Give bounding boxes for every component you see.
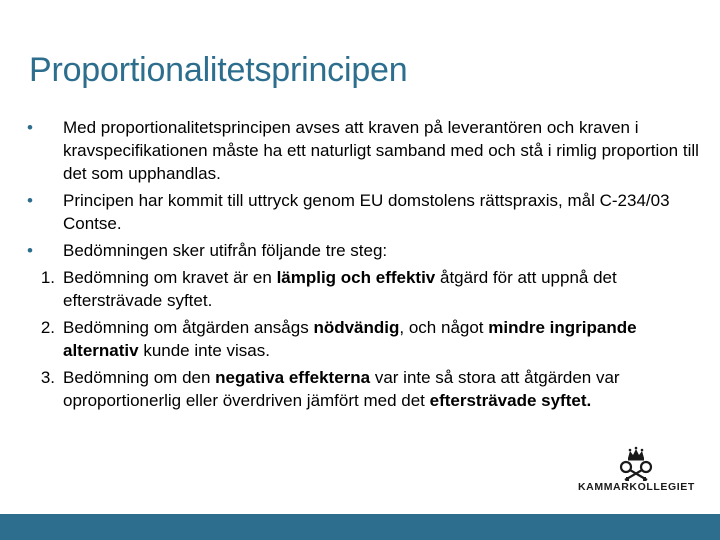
bold-text: negativa effekterna: [215, 368, 371, 387]
bullet-marker: •: [27, 118, 33, 137]
bullet-marker: •: [27, 191, 33, 210]
text-run: Bedömning om den: [63, 368, 216, 387]
bullet-marker: •: [27, 241, 33, 260]
text-run: , och något: [399, 318, 489, 337]
numbered-item: [22, 316, 702, 362]
crown-keys-emblem-icon: [614, 446, 658, 482]
item-text: [63, 318, 637, 360]
text-run: Principen har kommit till uttryck genom EU domstolens rättspraxis, mål C-234/03 Contse.: [63, 191, 670, 233]
text-run: åtgärd för att uppnå det eftersträvade syftet.: [63, 268, 617, 310]
text-run: Med proportionalitetsprincipen avses att kraven på leverantören och kraven i kravspecifikationen måste ha ett naturligt samband med och stå i rimlig proportion till det som upphandlas.: [63, 118, 699, 183]
item-text: [63, 191, 670, 233]
kammarkollegiet-logo: [578, 446, 694, 496]
bold-text: eftersträvade syftet.: [429, 391, 592, 410]
footer-bar: [0, 514, 720, 540]
item-text: [63, 368, 620, 410]
number-marker: 1.: [40, 268, 55, 287]
bullet-item: [22, 189, 702, 235]
bold-text: mindre ingripande alternativ: [63, 318, 637, 360]
item-text: [63, 268, 617, 310]
item-text: [63, 241, 387, 260]
bullet-item: [22, 239, 702, 262]
text-run: kunde inte visas.: [138, 341, 270, 360]
bullet-item: [22, 116, 702, 185]
text-run: Bedömning om kravet är en: [63, 268, 277, 287]
logo-wordmark: KAMMARKOLLEGIET: [578, 481, 695, 493]
number-marker: 2.: [40, 318, 55, 337]
numbered-item: [22, 266, 702, 312]
text-run: Bedömning om åtgärden ansågs: [63, 318, 314, 337]
text-run: Bedömningen sker utifrån följande tre steg:: [63, 241, 388, 260]
bold-text: nödvändig: [313, 318, 400, 337]
numbered-item: [22, 366, 702, 412]
item-text: [63, 118, 699, 183]
number-marker: 3.: [40, 368, 55, 387]
text-run: var inte så stora att åtgärden var oproportionerlig eller överdriven jämfört med det: [63, 368, 620, 410]
slide-content: [22, 116, 702, 416]
slide-title: Proportionalitetsprincipen: [29, 51, 408, 89]
bold-text: lämplig och effektiv: [276, 268, 436, 287]
